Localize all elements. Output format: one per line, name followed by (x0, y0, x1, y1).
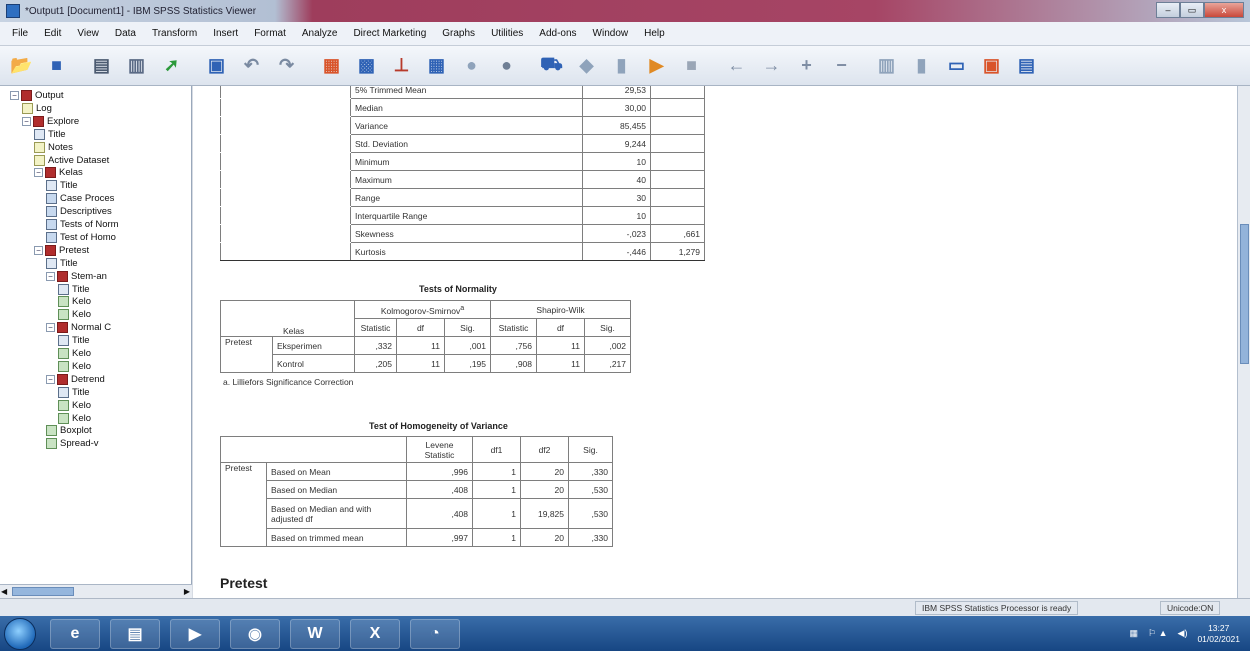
nav-item[interactable] (34, 154, 109, 167)
nav-item[interactable] (46, 270, 107, 283)
insert-text-icon[interactable]: ▤ (1017, 55, 1035, 75)
export-icon[interactable]: ➚ (163, 55, 180, 75)
nav-item[interactable] (46, 373, 105, 386)
hide-icon[interactable]: ▮ (916, 55, 927, 75)
column-header: df1 (473, 437, 521, 463)
show-icon[interactable]: ▥ (877, 55, 895, 75)
status-bar (0, 598, 1250, 616)
processor-status: IBM SPSS Statistics Processor is ready (915, 601, 1078, 615)
navigator-horizontal-scrollbar[interactable] (0, 584, 192, 598)
table-row (221, 189, 705, 207)
insert-heading-icon[interactable]: ▭ (947, 55, 965, 75)
column-header: Sig. (585, 319, 631, 337)
windows-taskbar (0, 616, 1250, 651)
row-label: Skewness (351, 225, 583, 243)
table-row (221, 499, 613, 529)
table-icon (46, 219, 57, 230)
title-icon (46, 180, 57, 191)
nav-item[interactable] (58, 334, 90, 347)
book-icon (57, 322, 68, 333)
menu-graphs[interactable]: Graphs (442, 28, 476, 39)
column-header: df (537, 319, 585, 337)
statistic-cell: 30,00 (583, 99, 651, 117)
value-cell: 20 (521, 463, 569, 481)
title-icon (58, 387, 69, 398)
title-icon (46, 258, 57, 269)
nav-item[interactable] (58, 295, 91, 308)
table-icon (46, 232, 57, 243)
spss-app-icon (6, 4, 20, 18)
nav-item-label: Title (72, 335, 90, 347)
nav-item-label: Case Proces (60, 193, 115, 205)
taskbar-apps (50, 619, 470, 649)
menu-utilities[interactable]: Utilities (491, 28, 524, 39)
book-icon (45, 245, 56, 256)
value-cell: ,997 (407, 529, 473, 547)
chart-icon (58, 361, 69, 372)
chrome-icon[interactable]: ◉ (230, 619, 280, 649)
scroll-right-icon[interactable]: ▶ (183, 587, 190, 596)
value-cell: 11 (537, 337, 585, 355)
sw-group-header: Shapiro-Wilk (491, 301, 631, 319)
row-label: Minimum (351, 153, 583, 171)
row-label: 5% Trimmed Mean (351, 86, 583, 99)
nav-item[interactable] (22, 115, 79, 128)
value-cell: ,908 (491, 355, 537, 373)
row-label: Std. Deviation (351, 135, 583, 153)
row-stub (221, 225, 351, 243)
column-header: df2 (521, 437, 569, 463)
column-header: Levene Statistic (407, 437, 473, 463)
nav-item[interactable] (46, 231, 116, 244)
value-cell: 1 (473, 529, 521, 547)
dependent-variable: Pretest (221, 463, 267, 547)
nav-item-label: Output (35, 90, 64, 101)
spell-check-icon[interactable]: ▶ (649, 55, 664, 75)
nav-item[interactable] (10, 89, 64, 102)
statistic-cell: 29,53 (583, 86, 651, 99)
row-stub (221, 86, 351, 99)
row-label: Median (351, 99, 583, 117)
table-row (221, 243, 705, 261)
row-variable-label: Kelas (283, 326, 305, 336)
clock[interactable] (1197, 623, 1240, 645)
nav-item-label: Descriptives (60, 206, 112, 218)
expand-icon[interactable]: + (801, 55, 812, 75)
menu-file[interactable]: File (12, 28, 29, 39)
std-error-cell (651, 189, 705, 207)
row-stub (221, 171, 351, 189)
normality-table-title: Tests of Normality (419, 284, 497, 294)
scroll-left-icon[interactable]: ◀ (1, 587, 8, 596)
std-error-cell (651, 86, 705, 99)
value-cell: 11 (397, 337, 445, 355)
nav-item[interactable] (46, 179, 78, 192)
statistic-cell: 40 (583, 171, 651, 189)
nav-item-label: Kelo (72, 296, 92, 308)
collapse-icon[interactable]: − (836, 55, 847, 75)
system-tray (1130, 616, 1250, 651)
tree-toggle-icon[interactable]: − (46, 375, 55, 384)
statistic-cell: 30 (583, 189, 651, 207)
row-label: Kurtosis (351, 243, 583, 261)
nav-item[interactable] (58, 399, 91, 412)
title-icon (58, 284, 69, 295)
nav-item[interactable] (58, 386, 90, 399)
menu-edit[interactable]: Edit (44, 28, 62, 39)
row-label: Based on Median (267, 481, 407, 499)
menu-add-ons[interactable]: Add-ons (539, 28, 577, 39)
value-cell: 1 (473, 499, 521, 529)
std-error-cell: 1,279 (651, 243, 705, 261)
promote-icon[interactable]: ← (727, 55, 746, 75)
notification-icons[interactable]: ⚐ ▲ (1148, 628, 1168, 638)
table-row (221, 225, 705, 243)
tests-of-normality-table (220, 300, 631, 373)
value-cell: ,408 (407, 499, 473, 529)
nav-item-label: Title (60, 257, 78, 269)
window-controls (1156, 2, 1244, 18)
row-stub (221, 243, 351, 261)
normality-footnote: a. Lilliefors Significance Correction (223, 377, 354, 387)
note-icon (34, 142, 45, 153)
nav-item-label: Kelo (72, 348, 92, 359)
nav-item-label: Kelo (72, 309, 92, 321)
volume-icon[interactable]: ◀) (1177, 628, 1188, 638)
table-row (221, 207, 705, 225)
value-cell: 1 (473, 463, 521, 481)
value-cell: ,217 (585, 355, 631, 373)
show-all-variables-icon[interactable]: ▮ (616, 55, 627, 75)
table-row (221, 337, 631, 355)
open-folder-icon[interactable]: 📂 (10, 55, 33, 75)
nav-item-label: Explore (47, 115, 80, 127)
value-cell: ,332 (355, 337, 397, 355)
demote-icon[interactable]: → (762, 55, 781, 75)
nav-item-label: Notes (48, 141, 73, 153)
table-icon (46, 206, 57, 217)
descriptives-table (220, 86, 705, 261)
book-icon (45, 167, 56, 178)
explorer-icon[interactable]: ▤ (110, 619, 160, 649)
nav-item-label: Title (60, 180, 78, 192)
nav-item-label: Tests of Norm (60, 219, 119, 230)
chart-icon (58, 309, 69, 320)
ks-label: Kolmogorov-Smirnov (380, 305, 461, 316)
table-row (221, 463, 613, 481)
chart-icon (58, 348, 69, 359)
chart-icon (58, 296, 69, 307)
window-title: *Output1 [Document1] - IBM SPSS Statistics Viewer (25, 5, 257, 17)
save-icon[interactable]: ■ (51, 55, 62, 75)
title-icon (58, 335, 69, 346)
std-error-cell (651, 99, 705, 117)
goto-data-icon[interactable]: ▦ (322, 55, 340, 75)
row-stub (221, 207, 351, 225)
table-row (221, 117, 705, 135)
nav-item[interactable] (34, 128, 66, 141)
nav-item-label: Title (72, 386, 90, 398)
menu-direct-marketing[interactable]: Direct Marketing (353, 28, 427, 39)
menu-view[interactable]: View (77, 28, 99, 39)
content-vertical-scrollbar[interactable] (1237, 86, 1250, 598)
table-row (221, 355, 631, 373)
table-row (221, 99, 705, 117)
header-row (221, 301, 631, 319)
menu-window[interactable]: Window (592, 28, 629, 39)
title-icon (34, 129, 45, 140)
clock-date: 01/02/2021 (1197, 633, 1240, 644)
column-header: Sig. (445, 319, 491, 337)
footnote-marker: a (460, 303, 465, 312)
std-error-cell (651, 135, 705, 153)
goto-case-icon[interactable]: ▩ (357, 55, 375, 75)
clock-time: 13:27 (1208, 622, 1230, 633)
row-stub (221, 117, 351, 135)
table-row (221, 135, 705, 153)
statistic-cell: -,446 (583, 243, 651, 261)
book-icon (33, 116, 44, 127)
menu-data[interactable]: Data (114, 28, 136, 39)
redo-icon[interactable]: ↷ (278, 55, 295, 75)
nav-item[interactable] (34, 166, 83, 179)
column-header: Statistic (355, 319, 397, 337)
value-cell: ,330 (569, 463, 613, 481)
column-header: Sig. (569, 437, 613, 463)
nav-item-label: Detrend (71, 373, 105, 385)
scroll-thumb[interactable] (1240, 224, 1249, 364)
statistic-cell: 10 (583, 153, 651, 171)
value-cell: ,996 (407, 463, 473, 481)
menu-help[interactable]: Help (644, 28, 665, 39)
note-icon (34, 155, 45, 166)
row-label: Maximum (351, 171, 583, 189)
nav-item-label: Log (36, 102, 52, 114)
value-cell: ,002 (585, 337, 631, 355)
nav-item-label: Title (48, 128, 66, 140)
nav-item-label: Spread-v (60, 438, 99, 450)
tree-toggle-icon[interactable]: − (10, 91, 19, 100)
value-cell: ,001 (445, 337, 491, 355)
nav-item[interactable] (58, 347, 91, 360)
nav-item-label: Pretest (59, 244, 90, 256)
row-stub (221, 99, 351, 117)
row-stub (221, 153, 351, 171)
chart-icon (58, 413, 69, 424)
std-error-cell: ,661 (651, 225, 705, 243)
note-icon (22, 103, 33, 114)
nav-item-label: Title (72, 283, 90, 295)
unicode-status: Unicode:ON (1160, 601, 1220, 615)
column-header: Statistic (491, 319, 537, 337)
tree-toggle-icon[interactable]: − (46, 272, 55, 281)
book-icon (21, 90, 32, 101)
nav-item-label: Active Dataset (48, 154, 110, 166)
homogeneity-table-title: Test of Homogeneity of Variance (369, 421, 508, 431)
use-sets-icon[interactable]: ◆ (579, 55, 594, 75)
row-label: Based on Median and with adjusted df (267, 499, 407, 529)
dependent-variable: Pretest (221, 337, 273, 373)
nav-item[interactable] (46, 321, 111, 334)
chart-icon (46, 425, 57, 436)
scroll-thumb[interactable] (12, 587, 74, 596)
value-labels-icon[interactable]: ⛟ (540, 53, 563, 74)
variables-icon[interactable]: ▦ (427, 55, 445, 75)
statistic-cell: 85,455 (583, 117, 651, 135)
nav-item[interactable] (58, 283, 90, 296)
menu-format[interactable]: Format (254, 28, 286, 39)
goto-variable-icon[interactable]: ⊥ (393, 55, 410, 75)
print-icon[interactable]: ▤ (92, 55, 110, 75)
table-row (221, 529, 613, 547)
book-icon (57, 271, 68, 282)
output-content-pane (193, 86, 1237, 598)
statistic-cell: -,023 (583, 225, 651, 243)
insert-output-icon[interactable]: ■ (686, 55, 697, 75)
table-row (221, 153, 705, 171)
title-bar (0, 0, 1250, 22)
nav-item-label: Kelas (59, 167, 83, 179)
std-error-cell (651, 153, 705, 171)
menu-insert[interactable]: Insert (213, 28, 239, 39)
media-icon[interactable]: ▶ (170, 619, 220, 649)
nav-item[interactable] (58, 308, 91, 321)
designate-window-icon[interactable]: ● (466, 55, 477, 75)
std-error-cell (651, 171, 705, 189)
nav-item[interactable] (46, 437, 99, 450)
nav-item-label: Kelo (72, 399, 92, 411)
value-cell: 20 (521, 481, 569, 499)
row-label: Variance (351, 117, 583, 135)
std-error-cell (651, 117, 705, 135)
table-row (221, 171, 705, 189)
tree-toggle-icon[interactable]: − (34, 168, 43, 177)
value-cell: ,195 (445, 355, 491, 373)
recall-dialog-icon[interactable]: ▣ (207, 55, 225, 75)
nav-item[interactable] (34, 141, 73, 154)
maximize-button[interactable]: ▭ (1180, 2, 1204, 18)
excel-icon[interactable]: X (350, 619, 400, 649)
table-row (221, 86, 705, 99)
value-cell: ,530 (569, 481, 613, 499)
nav-item[interactable] (22, 102, 52, 115)
row-label: Based on Mean (267, 463, 407, 481)
value-cell: ,330 (569, 529, 613, 547)
row-stub (221, 135, 351, 153)
menu-bar (0, 22, 1250, 46)
nav-item-label: Test of Homo (60, 231, 116, 243)
nav-item[interactable] (58, 360, 91, 373)
row-label: Based on trimmed mean (267, 529, 407, 547)
nav-item[interactable] (46, 424, 92, 437)
book-icon (57, 374, 68, 385)
word-icon[interactable]: W (290, 619, 340, 649)
chart-icon (58, 400, 69, 411)
section-heading: Pretest (220, 575, 268, 591)
minimize-button[interactable]: – (1156, 2, 1180, 18)
value-cell: 11 (397, 355, 445, 373)
value-cell: ,530 (569, 499, 613, 529)
network-icon[interactable]: ▦ (1129, 628, 1139, 638)
column-header: df (397, 319, 445, 337)
nav-item-label: Stem-an (71, 270, 107, 282)
nav-item[interactable] (46, 257, 78, 270)
select-cases-icon[interactable]: ● (501, 55, 512, 75)
chart-icon (46, 438, 57, 449)
value-cell: ,205 (355, 355, 397, 373)
value-cell: 1 (473, 481, 521, 499)
close-button[interactable]: x (1204, 2, 1244, 18)
header-row (221, 437, 613, 463)
nav-item-label: Boxplot (60, 425, 92, 437)
row-label: Interquartile Range (351, 207, 583, 225)
statistic-cell: 9,244 (583, 135, 651, 153)
output-navigator (0, 86, 192, 598)
value-cell: ,408 (407, 481, 473, 499)
value-cell: 19,825 (521, 499, 569, 529)
ks-group-header (355, 301, 491, 319)
ie-icon[interactable]: e (50, 619, 100, 649)
group-label: Eksperimen (273, 337, 355, 355)
value-cell: 11 (537, 355, 585, 373)
row-stub (221, 189, 351, 207)
value-cell: 20 (521, 529, 569, 547)
menu-analyze[interactable]: Analyze (301, 28, 338, 39)
table-icon (46, 193, 57, 204)
corner-cell (221, 437, 407, 463)
tree-toggle-icon[interactable]: − (34, 246, 43, 255)
statistic-cell: 10 (583, 207, 651, 225)
group-label: Kontrol (273, 355, 355, 373)
nav-item[interactable] (46, 192, 114, 205)
print-preview-icon[interactable]: ▥ (127, 55, 145, 75)
undo-icon[interactable]: ↶ (243, 55, 260, 75)
start-button[interactable] (4, 618, 36, 650)
nav-item-label: Kelo (72, 412, 92, 424)
nav-item[interactable] (46, 205, 112, 218)
insert-title-icon[interactable]: ▣ (982, 55, 1000, 75)
nav-item-label: Kelo (72, 360, 92, 372)
nav-item-label: Normal C (71, 322, 112, 334)
spss-icon[interactable]: ◔ (410, 619, 460, 649)
toolbar (0, 46, 1250, 86)
corner-cell (221, 301, 355, 337)
value-cell: ,756 (491, 337, 537, 355)
nav-item[interactable] (58, 412, 91, 425)
tree-toggle-icon[interactable]: − (46, 323, 55, 332)
nav-item[interactable] (34, 244, 89, 257)
std-error-cell (651, 207, 705, 225)
row-label: Range (351, 189, 583, 207)
tree-toggle-icon[interactable]: − (22, 117, 31, 126)
nav-item[interactable] (46, 218, 119, 231)
menu-transform[interactable]: Transform (151, 28, 198, 39)
table-row (221, 481, 613, 499)
homogeneity-table (220, 436, 613, 547)
